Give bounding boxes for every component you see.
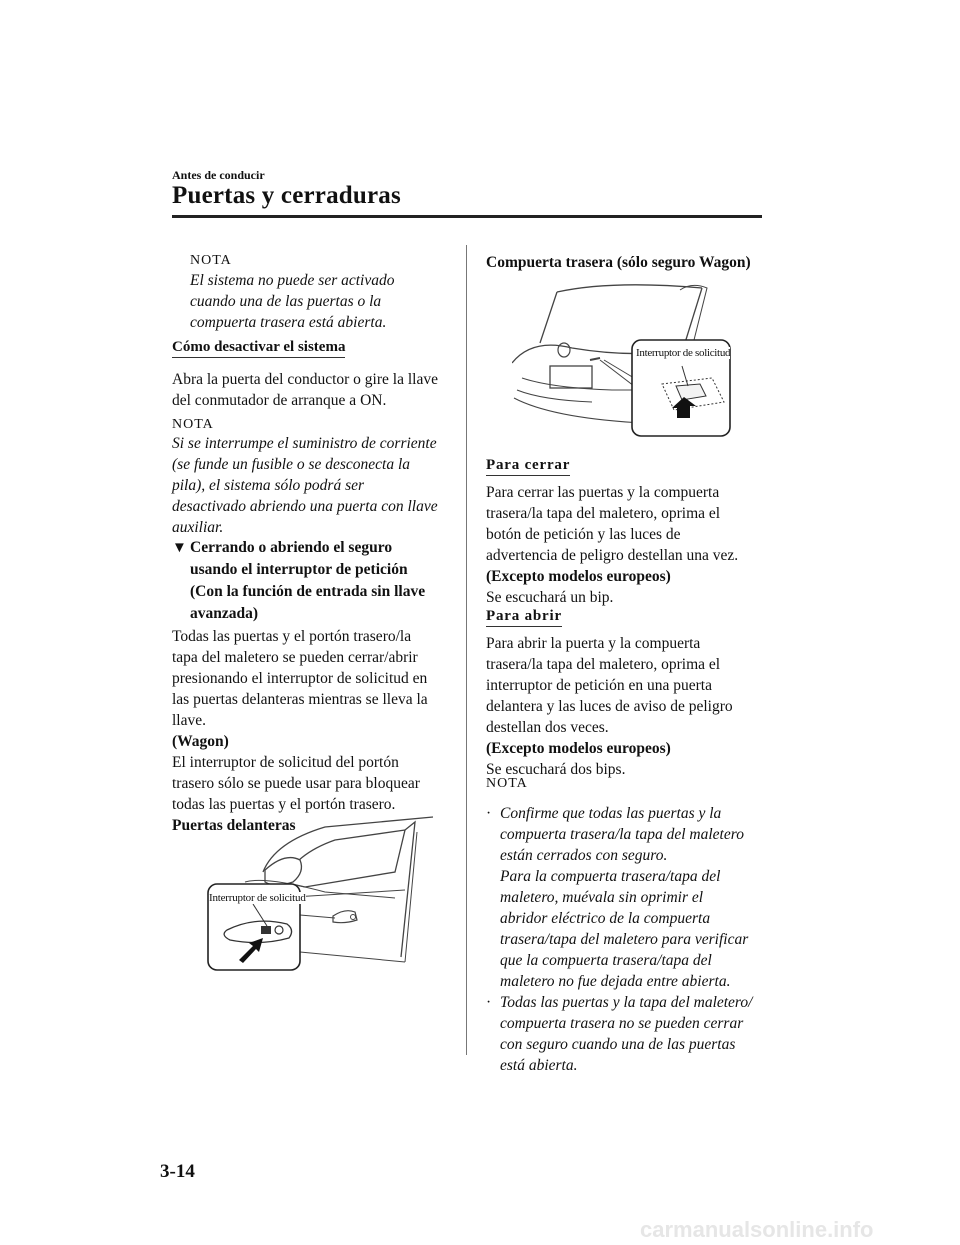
section-heading <box>172 537 425 625</box>
text-line: trasero sólo se puede usar para bloquear <box>172 775 420 792</box>
text-line: presionando el interruptor de solicitud en <box>172 670 428 687</box>
nota-label: NOTA <box>190 253 232 268</box>
text-line: Para cerrar las puertas y la compuerta <box>486 484 720 501</box>
text-line: (Con la función de entrada sin llave <box>190 583 426 600</box>
text-line: Para abrir la puerta y la compuerta <box>486 635 701 652</box>
text-line: cuando una de las puertas o la <box>190 293 382 310</box>
text-line: del conmutador de arranque a ON. <box>172 392 387 409</box>
nota-text <box>190 270 394 333</box>
text-line: botón de petición y las luces de <box>486 526 681 543</box>
nota-1 <box>190 253 394 333</box>
text-line: El sistema no puede ser activado <box>190 272 395 289</box>
text-line: interruptor de petición en una puerta <box>486 677 712 694</box>
nota-label: NOTA <box>172 417 214 432</box>
bullet-icon: · <box>486 805 492 822</box>
section-heading-text <box>190 537 425 625</box>
text-line: auxiliar. <box>172 519 224 536</box>
bullet-icon: · <box>486 994 492 1011</box>
text-line: están cerrados con seguro. <box>500 847 668 864</box>
text-line: Confirme que todas las puertas y la <box>500 805 722 822</box>
subheading: Cómo desactivar el sistema <box>172 339 345 358</box>
text-line: trasera/la tapa del maletero, oprima el <box>486 656 721 673</box>
watermark: carmanualsonline.info <box>640 1217 874 1242</box>
text-line: El interruptor de solicitud del portón <box>172 754 399 771</box>
page-title: Puertas y cerraduras <box>172 182 401 209</box>
text-line: trasera/tapa del maletero para verificar <box>500 931 749 948</box>
text-line: compuerta trasera no se pueden cerrar <box>500 1015 744 1032</box>
text-line: avanzada) <box>190 605 259 622</box>
section-body <box>172 626 428 836</box>
text-line: usando el interruptor de petición <box>190 561 408 578</box>
tailgate-figure-label: Interruptor de solicitud <box>636 347 731 359</box>
cerrar-heading <box>486 456 570 476</box>
text-line: que la compuerta trasera/tapa del <box>500 952 712 969</box>
text-line: trasera/la tapa del maletero, oprima el <box>486 505 721 522</box>
front-doors-label: Puertas delanteras <box>172 817 296 834</box>
text-line: maletero, muévala sin oprimir el <box>500 889 704 906</box>
text-line: Si se interrumpe el suministro de corriente <box>172 435 437 452</box>
cerrar-body <box>486 482 738 608</box>
triangle-icon: ▼ <box>172 540 187 556</box>
text-line: (se funde un fusible o se desconecta la <box>172 456 411 473</box>
text-line: delantera y las luces de aviso de peligro <box>486 698 733 715</box>
subheading: Para cerrar <box>486 457 570 476</box>
front-figure-label: Interruptor de solicitud <box>209 892 306 904</box>
text-line: Para la compuerta trasera/tapa del <box>500 868 721 885</box>
text-line: Todas las puertas y el portón trasero/la <box>172 628 412 645</box>
text-line: compuerta trasera/la tapa del maletero <box>500 826 744 843</box>
abrir-heading <box>486 607 562 627</box>
header-rule <box>172 215 762 218</box>
text-line: está abierta. <box>500 1057 578 1074</box>
section-label: Antes de conducir <box>172 168 265 182</box>
wagon-label: (Wagon) <box>172 733 229 750</box>
como-desactivar-heading <box>172 338 345 358</box>
bullet-item <box>486 992 766 1076</box>
text-line: con seguro cuando una de las puertas <box>500 1036 736 1053</box>
subheading: Para abrir <box>486 608 562 627</box>
bullet-item <box>486 803 766 992</box>
text-line: Se escuchará un bip. <box>486 589 614 606</box>
tailgate-illustration <box>512 278 747 440</box>
text-line: las puertas delanteras mientras se lleva la <box>172 691 428 708</box>
page-number: 3-14 <box>160 1161 195 1182</box>
text-line: advertencia de peligro destellan una vez. <box>486 547 739 564</box>
except-label: (Excepto modelos europeos) <box>486 740 671 757</box>
text-line: desactivado abriendo una puerta con llave <box>172 498 438 515</box>
text-line: tapa del maletero se pueden cerrar/abrir <box>172 649 418 666</box>
text-line: Se escuchará dos bips. <box>486 761 626 778</box>
except-label: (Excepto modelos europeos) <box>486 568 671 585</box>
text-line: maletero no fue dejada entre abierta. <box>500 973 731 990</box>
text-line: pila), el sistema sólo podrá ser <box>172 477 365 494</box>
text-line: llave. <box>172 712 206 729</box>
como-desactivar-body <box>172 369 438 411</box>
text-line: Todas las puertas y la tapa del maletero/ <box>500 994 753 1011</box>
nota-text <box>172 433 438 538</box>
text-line: compuerta trasera está abierta. <box>190 314 387 331</box>
text-line: Cerrando o abriendo el seguro <box>190 539 393 556</box>
tailgate-heading: Compuerta trasera (sólo seguro Wagon) <box>486 254 751 271</box>
text-line: abridor eléctrico de la compuerta <box>500 910 711 927</box>
nota-2 <box>172 417 438 538</box>
text-line: Abra la puerta del conductor o gire la llave <box>172 371 438 388</box>
text-line: todas las puertas y el portón trasero. <box>172 796 396 813</box>
nota-label: NOTA <box>486 776 528 791</box>
text-line: destellan dos veces. <box>486 719 609 736</box>
nota-bullets <box>486 803 766 1076</box>
column-divider <box>466 245 467 1055</box>
abrir-body <box>486 633 733 780</box>
